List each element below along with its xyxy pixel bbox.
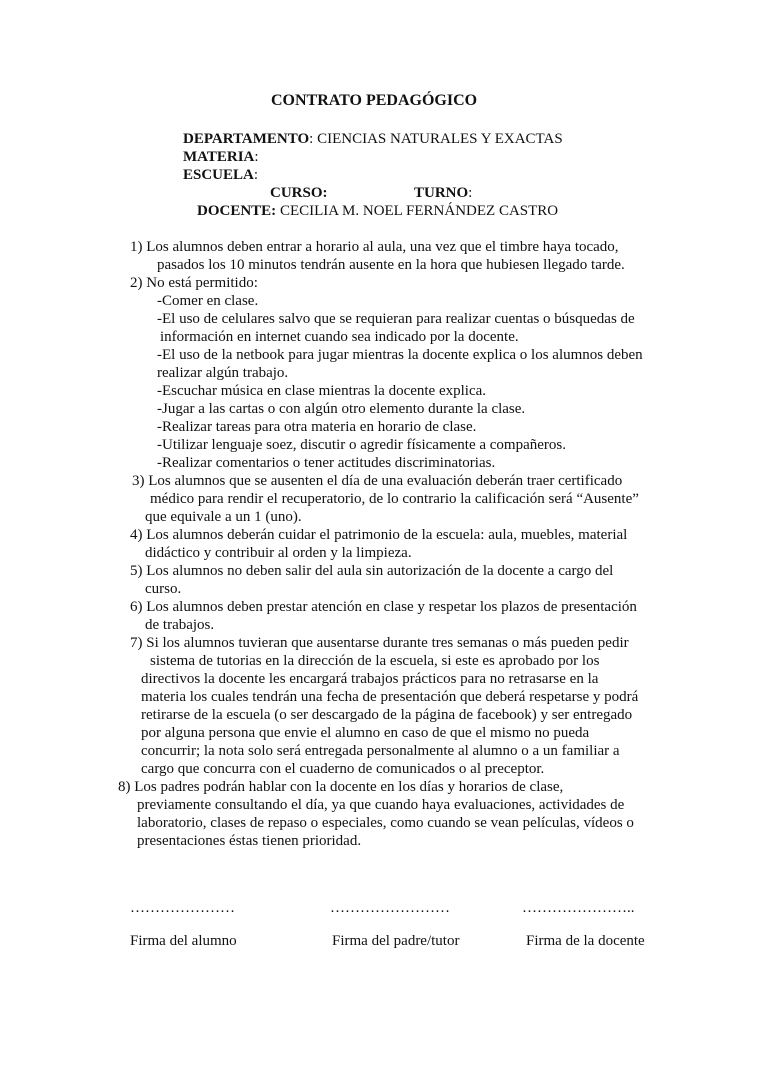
docente-value: CECILIA M. NOEL FERNÁNDEZ CASTRO xyxy=(276,203,559,219)
departamento-value: : CIENCIAS NATURALES Y EXACTAS xyxy=(309,131,563,147)
escuela-value: : xyxy=(253,167,259,183)
turno-line xyxy=(414,184,472,202)
body-line: 7) Si los alumnos tuvieran que ausentarse durante tres semanas o más pueden pedir xyxy=(130,635,629,651)
body-line: médico para rendir el recuperatorio, de lo contrario la calificación será “Ausente” xyxy=(150,491,639,507)
body-line: -Escuchar música en clase mientras la docente explica. xyxy=(157,383,487,399)
materia-value: : xyxy=(254,149,259,165)
body-line: sistema de tutorias en la dirección de la escuela, si este es aprobado por los xyxy=(150,653,600,669)
departamento-line xyxy=(183,130,563,148)
docente-line xyxy=(197,202,558,220)
body-line: 1) Los alumnos deben entrar a horario al aula, una vez que el timbre haya tocado, xyxy=(130,239,619,255)
signature-label-parent: Firma del padre/tutor xyxy=(332,933,460,949)
body-line: didáctico y contribuir al orden y la limpieza. xyxy=(145,545,412,561)
body-line: -Realizar comentarios o tener actitudes discriminatorias. xyxy=(157,455,496,471)
body-line: -El uso de celulares salvo que se requieran para realizar cuentas o búsquedas de xyxy=(157,311,635,327)
signature-line-teacher: ………………….. xyxy=(522,900,635,916)
body-line: 6) Los alumnos deben prestar atención en clase y respetar los plazos de presentación xyxy=(130,599,637,615)
body-line: pasados los 10 minutos tendrán ausente en la hora que hubiesen llegado tarde. xyxy=(157,257,625,273)
body-line: 2) No está permitido: xyxy=(130,275,258,291)
body-line: por alguna persona que envie el alumno en caso de que el mismo no pueda xyxy=(141,725,590,741)
body-line: previamente consultando el día, ya que cuando haya evaluaciones, actividades de xyxy=(137,797,625,813)
body-line: presentaciones éstas tienen prioridad. xyxy=(137,833,362,849)
turno-label: TURNO xyxy=(414,185,469,201)
body-line: concurrir; la nota solo será entregada personalmente al alumno o a un familiar a xyxy=(141,743,620,759)
document-title: CONTRATO PEDAGÓGICO xyxy=(271,92,478,109)
body-line: realizar algún trabajo. xyxy=(157,365,289,381)
body-line: laboratorio, clases de repaso o especiales, como cuando se vean películas, vídeos o xyxy=(137,815,634,831)
body-line: curso. xyxy=(145,581,182,597)
body-line: -Utilizar lenguaje soez, discutir o agredir físicamente a compañeros. xyxy=(157,437,566,453)
signature-line-parent: …………………… xyxy=(330,900,450,916)
escuela-label: ESCUELA xyxy=(183,167,254,183)
curso-line xyxy=(270,184,328,202)
materia-line xyxy=(183,148,259,166)
departamento-label: DEPARTAMENTO xyxy=(183,131,310,147)
docente-label: DOCENTE: xyxy=(197,203,277,219)
body-line: 8) Los padres podrán hablar con la docente en los días y horarios de clase, xyxy=(118,779,564,795)
body-line: materia los cuales tendrán una fecha de presentación que deberá respetarse y podrá xyxy=(141,689,639,705)
body-line: de trabajos. xyxy=(145,617,215,633)
body-line: -Realizar tareas para otra materia en horario de clase. xyxy=(157,419,477,435)
escuela-line xyxy=(183,166,258,184)
body-line: 4) Los alumnos deberán cuidar el patrimonio de la escuela: aula, muebles, material xyxy=(130,527,628,543)
body-line: 3) Los alumnos que se ausenten el día de una evaluación deberán traer certificado xyxy=(132,473,623,489)
body-line: -Comer en clase. xyxy=(157,293,259,309)
curso-label: CURSO: xyxy=(270,185,328,201)
body-line: cargo que concurra con el cuaderno de comunicados o al preceptor. xyxy=(141,761,545,777)
signature-line-student: ………………… xyxy=(130,900,235,916)
body-line: directivos la docente les encargará trabajos prácticos para no retrasarse en la xyxy=(141,671,599,687)
signature-label-teacher: Firma de la docente xyxy=(526,933,645,949)
body-line: 5) Los alumnos no deben salir del aula sin autorización de la docente a cargo del xyxy=(130,563,614,579)
turno-value: : xyxy=(468,185,473,201)
body-line: -El uso de la netbook para jugar mientras la docente explica o los alumnos deben xyxy=(157,347,643,363)
body-line: -Jugar a las cartas o con algún otro elemento durante la clase. xyxy=(157,401,526,417)
materia-label: MATERIA xyxy=(183,149,255,165)
body-line: información en internet cuando sea indicado por la docente. xyxy=(160,329,519,345)
signature-label-student: Firma del alumno xyxy=(130,933,237,949)
body-line: retirarse de la escuela (o ser descargado de la página de facebook) y ser entregado xyxy=(141,707,633,723)
body-line: que equivale a un 1 (uno). xyxy=(145,509,302,525)
